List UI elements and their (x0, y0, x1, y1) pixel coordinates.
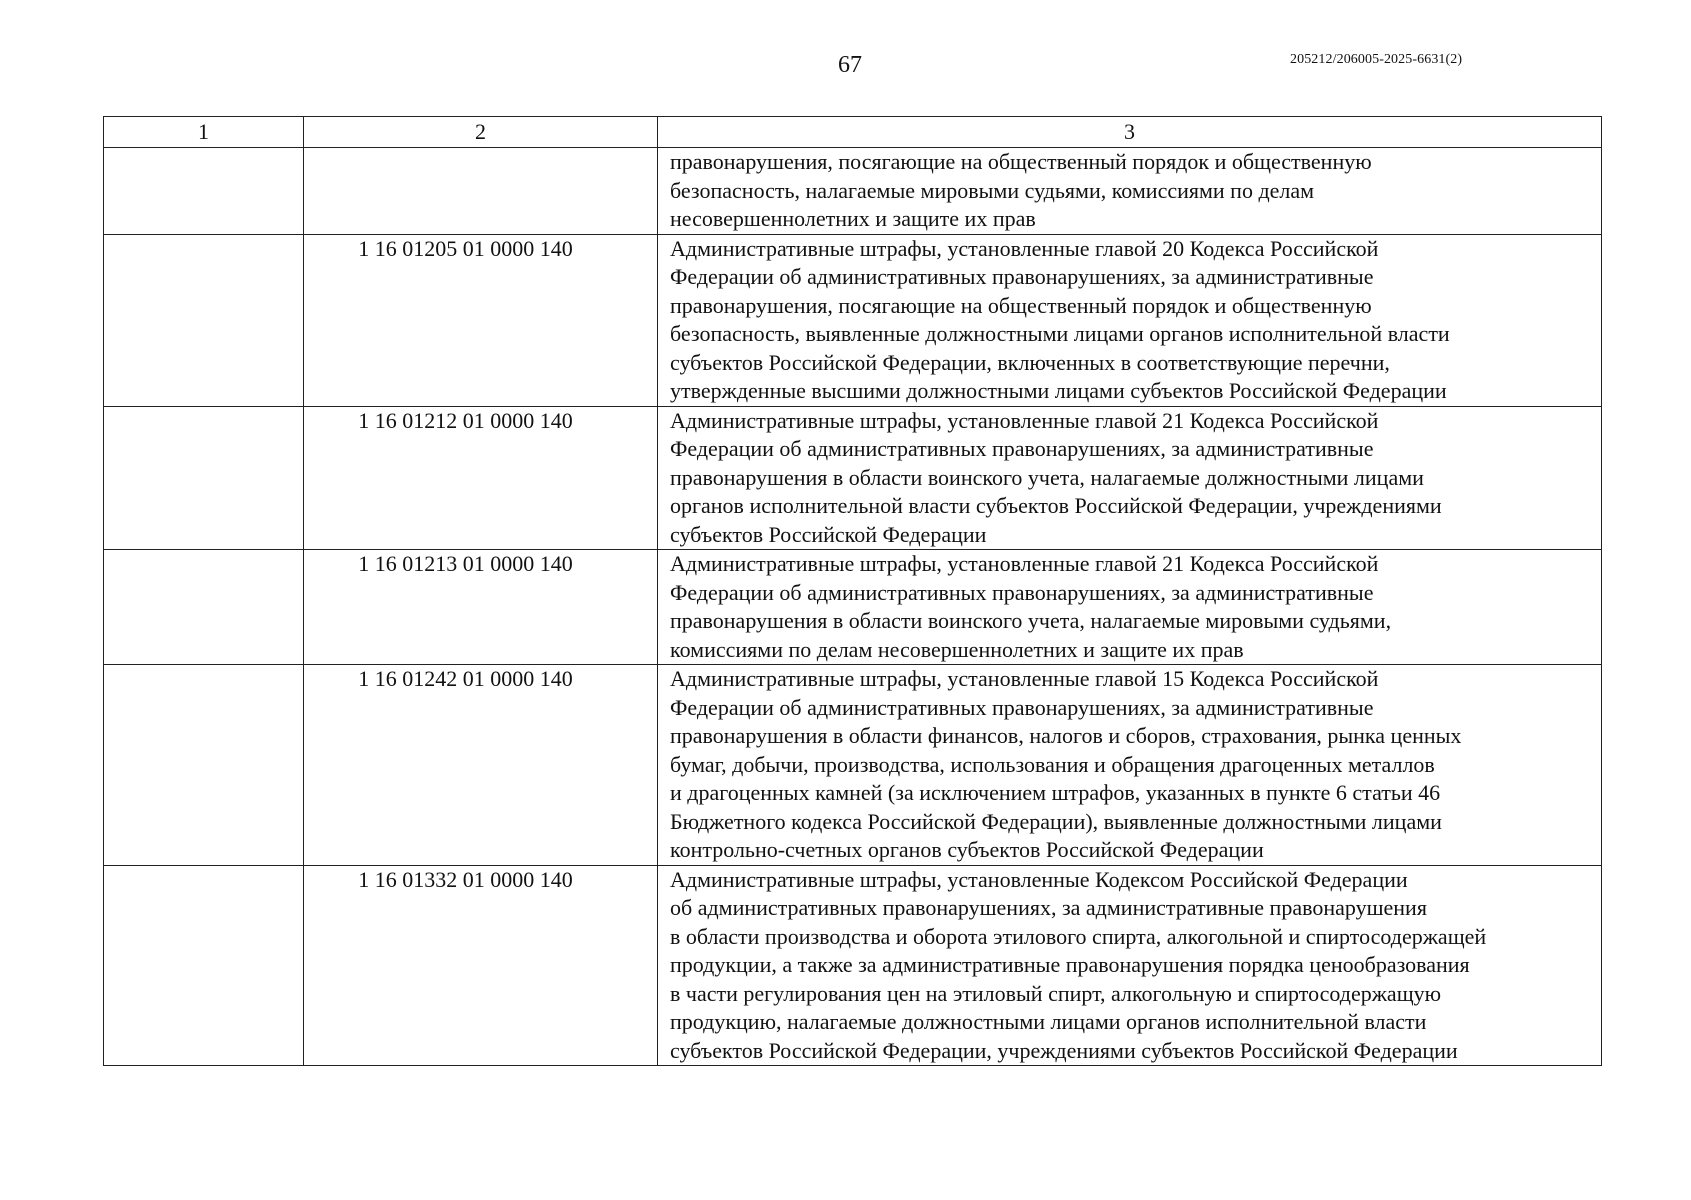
description-line: правонарушения, посягающие на общественный порядок и общественную (670, 149, 1372, 174)
column-header-2: 2 (304, 117, 658, 148)
description-line: контрольно-счетных органов субъектов Российской Федерации (670, 837, 1264, 862)
description-cell (658, 665, 1602, 866)
budget-code-cell: 1 16 01213 01 0000 140 (304, 550, 658, 665)
budget-code-cell: 1 16 01332 01 0000 140 (304, 865, 658, 1066)
description-line: Федерации об административных правонарушениях, за административные (670, 579, 1374, 605)
table-row (104, 234, 1602, 406)
description-line: субъектов Российской Федерации, включенных в соответствующие перечни, (670, 349, 1390, 375)
description-line: продукцию, налагаемые должностными лицами органов исполнительной власти (670, 1009, 1427, 1034)
description-line: бумаг, добычи, производства, использования и обращения драгоценных металлов (670, 751, 1435, 777)
row-number-cell (104, 406, 304, 550)
column-header-1: 1 (104, 117, 304, 148)
row-number-cell (104, 665, 304, 866)
row-number-cell (104, 865, 304, 1066)
description-line: правонарушения в области финансов, налогов и сборов, страхования, рынка ценных (670, 723, 1462, 748)
description-line: Федерации об административных правонарушениях, за административные (670, 436, 1374, 461)
column-header-3: 3 (658, 117, 1602, 148)
description-line: правонарушения, посягающие на общественный порядок и общественную (670, 292, 1372, 318)
page-number: 67 (838, 52, 862, 78)
table-row (104, 550, 1602, 665)
description-cell (658, 234, 1602, 406)
table-row (104, 406, 1602, 550)
description-cell (658, 865, 1602, 1066)
description-line: продукции, а также за административные правонарушения порядка ценообразования (670, 952, 1470, 977)
description-line: Федерации об административных правонарушениях, за административные (670, 264, 1374, 289)
table-body (104, 117, 1602, 1066)
document-code: 205212/206005-2025-6631(2) (1290, 52, 1463, 67)
description-line: Административные штрафы, установленные главой 15 Кодекса Российской (670, 666, 1379, 691)
description-line: Административные штрафы, установленные главой 21 Кодекса Российской (670, 551, 1379, 576)
description-line: несовершеннолетних и защите их прав (670, 206, 1036, 231)
description-line: утвержденные высшими должностными лицами субъектов Российской Федерации (670, 378, 1447, 403)
description-line: безопасность, выявленные должностными лицами органов исполнительной власти (670, 321, 1450, 346)
budget-code-cell: 1 16 01212 01 0000 140 (304, 406, 658, 550)
description-cell (658, 406, 1602, 550)
description-line: Административные штрафы, установленные Кодексом Российской Федерации (670, 866, 1408, 892)
description-line: в области производства и оборота этилового спирта, алкогольной и спиртосодержащей (670, 923, 1487, 949)
description-line: безопасность, налагаемые мировыми судьями, комиссиями по делам (670, 177, 1315, 203)
description-line: Административные штрафы, установленные главой 20 Кодекса Российской (670, 235, 1379, 261)
row-number-cell (104, 148, 304, 235)
table-header-row (104, 117, 1602, 148)
description-line: комиссиями по делам несовершеннолетних и защите их прав (670, 636, 1244, 662)
description-line: правонарушения в области воинского учета, налагаемые мировыми судьями, (670, 608, 1392, 633)
description-line: Бюджетного кодекса Российской Федерации), выявленные должностными лицами (670, 808, 1442, 834)
budget-codes-table (103, 116, 1602, 1066)
description-line: органов исполнительной власти субъектов Российской Федерации, учреждениями (670, 493, 1442, 518)
description-line: Федерации об административных правонарушениях, за административные (670, 694, 1374, 720)
row-number-cell (104, 550, 304, 665)
description-cell (658, 148, 1602, 235)
row-number-cell (104, 234, 304, 406)
table-row (104, 148, 1602, 235)
description-line: субъектов Российской Федерации (670, 521, 987, 547)
budget-code-cell: 1 16 01205 01 0000 140 (304, 234, 658, 406)
table-row (104, 665, 1602, 866)
budget-code-cell: 1 16 01242 01 0000 140 (304, 665, 658, 866)
budget-code-cell (304, 148, 658, 235)
description-line: Административные штрафы, установленные главой 21 Кодекса Российской (670, 407, 1379, 433)
description-line: субъектов Российской Федерации, учреждениями субъектов Российской Федерации (670, 1037, 1458, 1063)
description-line: правонарушения в области воинского учета, налагаемые должностными лицами (670, 464, 1424, 490)
description-cell (658, 550, 1602, 665)
description-line: и драгоценных камней (за исключением штрафов, указанных в пункте 6 статьи 46 (670, 780, 1441, 805)
description-line: в части регулирования цен на этиловый спирт, алкогольную и спиртосодержащую (670, 980, 1442, 1006)
table-row (104, 865, 1602, 1066)
description-line: об административных правонарушениях, за административные правонарушения (670, 895, 1427, 920)
